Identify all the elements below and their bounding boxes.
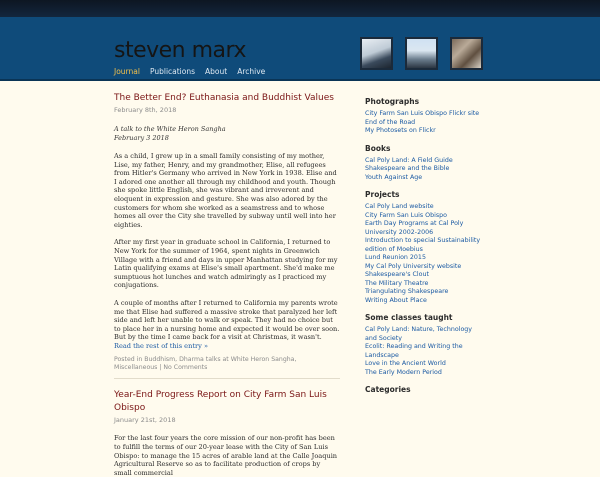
sidebar-link[interactable]: Shakespeare and the Bible [365, 165, 450, 172]
sidebar [365, 97, 485, 395]
sidebar-link[interactable]: The Early Modern Period [365, 368, 442, 376]
main-content [114, 92, 340, 477]
sidebar-link[interactable]: Cal Poly Land: Nature, Technology and Society [365, 326, 473, 342]
post-subtitle [114, 125, 340, 143]
nav-journal[interactable]: Journal [114, 67, 140, 76]
nav-about[interactable]: About [205, 67, 228, 76]
sidebar-link[interactable]: End of the Road [365, 118, 416, 126]
sidebar-heading: Photographs [365, 97, 420, 106]
sidebar-link[interactable]: My Cal Poly University website [365, 262, 462, 270]
sidebar-link[interactable]: Youth Against Age [365, 173, 423, 181]
sidebar-link[interactable]: Cal Poly Land website [365, 203, 434, 210]
sidebar-heading: Projects [365, 190, 400, 199]
post [114, 92, 340, 379]
sidebar-heading: Some classes taught [365, 313, 453, 322]
photo-thumbnail-2[interactable] [405, 37, 438, 70]
site-title[interactable]: steven marx [114, 38, 246, 63]
sidebar-link[interactable]: My Photosets on Flickr [365, 127, 436, 134]
post-date: January 21st, 2018 [114, 416, 176, 425]
sidebar-link[interactable]: The Military Theatre [365, 279, 429, 287]
sidebar-link[interactable]: Lund Reunion 2015 [365, 254, 426, 261]
post-paragraph: After my first year in graduate school in California, I returned to New York for the summer of 1964, spent nights in Greenwich Village with a friend and days in upper Manhattan studying for my Latin qualifying exams at Elise's small apartment. She'd make me sumptuous hot lunches and watch admiringly as I practiced my conjugations. [114, 238, 338, 290]
sidebar-list [365, 326, 485, 377]
sidebar-link[interactable]: Introduction to special Sustainability edition of Moebius [365, 237, 481, 253]
sidebar-link[interactable]: City Farm San Luis Obispo Flickr site [365, 110, 480, 117]
sidebar-heading: Books [365, 143, 391, 153]
main-nav [114, 67, 265, 76]
photo-thumbnail-1[interactable] [360, 37, 393, 70]
site-header [0, 17, 600, 81]
post-date: February 8th, 2018 [114, 106, 177, 114]
photo-thumbnail-3[interactable] [450, 37, 483, 70]
sidebar-link[interactable]: Writing About Place [365, 296, 427, 304]
nav-publications[interactable]: Publications [149, 67, 196, 76]
sidebar-link[interactable]: Cal Poly Land: A Field Guide [365, 156, 453, 164]
post [114, 389, 340, 477]
sidebar-link[interactable]: Love in the Ancient World [365, 360, 446, 367]
post-body [114, 434, 340, 477]
read-more-link[interactable]: Read the rest of this entry » [114, 341, 208, 350]
sidebar-list [365, 157, 485, 183]
sidebar-link[interactable]: Earth Day Programs at Cal Poly University 2002-2006 [365, 220, 464, 236]
sidebar-link[interactable]: City Farm San Luis Obispo [365, 211, 447, 219]
post-subtitle-date: February 3 2018 [114, 134, 169, 142]
top-bar [0, 0, 600, 17]
post-body [114, 152, 340, 350]
post-title[interactable]: Year-End Progress Report on City Farm San Luis Obispo [114, 390, 327, 414]
sidebar-link[interactable]: Triangulating Shakespeare [365, 288, 449, 295]
post-subtitle-line: A talk to the White Heron Sangha [114, 125, 226, 133]
sidebar-link[interactable]: Shakespeare's Clout [365, 271, 429, 278]
sidebar-list [365, 203, 485, 305]
post-meta: Posted in Buddhism, Dharma talks at White Heron Sangha, Miscellaneous | No Comments [114, 356, 340, 379]
sidebar-link[interactable]: Ecolit: Reading and Writing the Landscape [365, 343, 463, 359]
post-paragraph [114, 299, 340, 351]
post-title[interactable]: The Better End? Euthanasia and Buddhist Values [114, 93, 334, 103]
post-paragraph: As a child, I grew up in a small family consisting of my mother, Lise, my father, Henry, and my grandmother, Elise, all refugees from Hitler's Germany who arrived in New York in 1938. Elise and I adored one another all through my childhood and youth. Though she spoke little English, she was vibrant and irreverent and eloquent in expression and gesture. She was also adored by the customers for whom she worked as a seamstress and to whose homes all over the City she travelled by subway until well into her eighties. [114, 152, 337, 229]
post-paragraph-text: A couple of months after I returned to California my parents wrote me that Elise had suffered a massive stroke that paralyzed her left side and left her unable to walk or speak. They had no choice but to place her in a nursing home and expected it would be over soon. But by the time I came back for a visit at Christmas, it wasn't. [114, 298, 340, 342]
sidebar-list [365, 110, 485, 136]
nav-archive[interactable]: Archive [237, 67, 266, 76]
post-paragraph: For the last four years the core mission of our non-profit has been to fulfill the terms of our 20-year lease with the City of San Luis Obispo: to manage the 15 acres of arable land at the Calle Joaquin Agricultural Reserve so as to facilitate production of crops by small commercial [114, 434, 338, 477]
sidebar-heading: Categories [365, 385, 411, 394]
